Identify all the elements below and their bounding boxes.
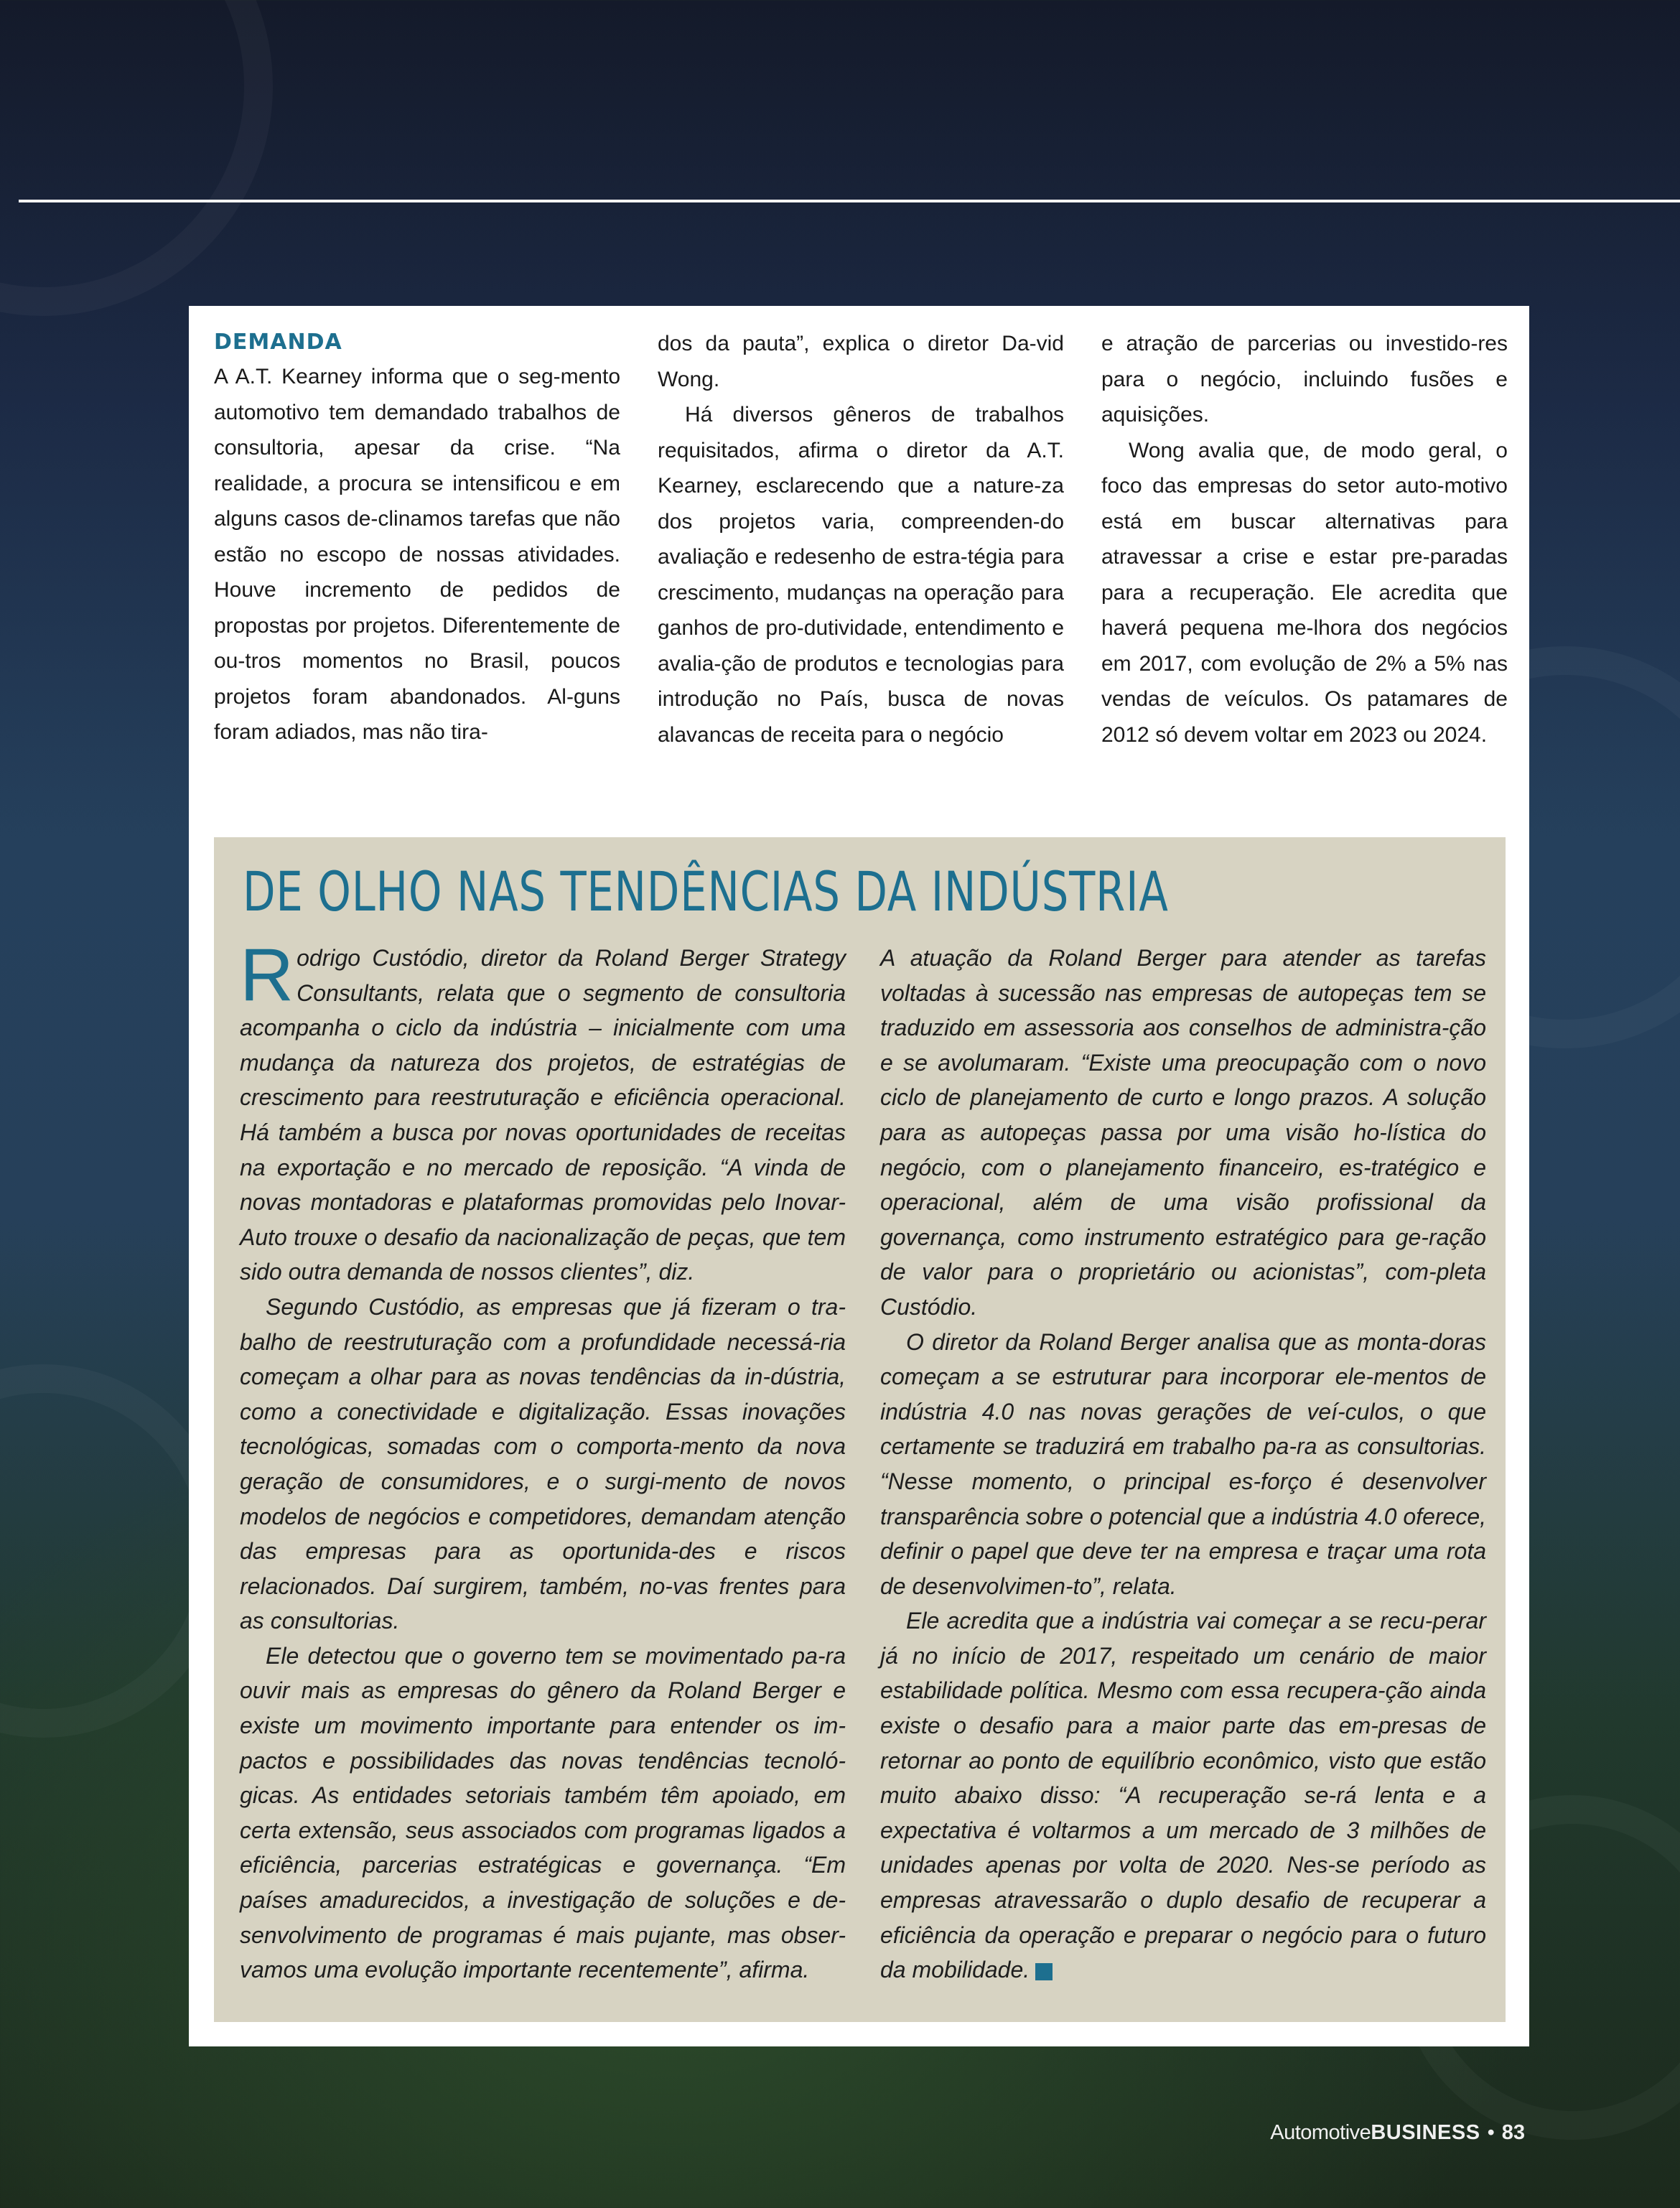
- article-column-3: [1101, 326, 1508, 753]
- paragraph: A A.T. Kearney informa que o seg-mento automotivo tem demandado trabalhos de consultoria, apesar da crise. “Na realidade, a procura se intensificou e em alguns casos de-clinamos tarefas que não estão no escopo de nossas atividades. Houve incremento de pedidos de propostas por projetos. Diferentemente de ou-tros momentos no Brasil, poucos projetos foram abandonados. Al-guns foram adiados, mas não tira-: [214, 365, 620, 744]
- drop-cap: R: [240, 933, 294, 1017]
- paragraph-text: odrigo Custódio, diretor da Roland Berger Strategy Consultants, relata que o segmento de consultoria acompanha o ciclo da indústria – inicialmente com uma mudança da natureza dos projetos, de estratégias de crescimento para reestruturação e eficiência operacional. Há também a busca por novas oportunidades de receitas na exportação e no mercado de reposição. “A vinda de novas montadoras e plataformas promovidas pelo Inovar-Auto trouxe o desafio da nacionalização de peças, que tem sido outra demanda de nossos clientes”, diz.: [240, 945, 846, 1285]
- page-number: 83: [1501, 2121, 1525, 2144]
- article-columns: [214, 326, 1506, 786]
- magazine-brand-light: Automotive: [1270, 2121, 1371, 2144]
- paragraph: O diretor da Roland Berger analisa que as monta-doras começam a se estruturar para incorporar ele-mentos de indústria 4.0 nas novas gerações de veí-culos, o que certamente se traduzirá em trabalho pa-ra as consultorias. “Nesse momento, o principal es-forço é desenvolver transparência sobre o potencial que a indústria 4.0 oferece, definir o papel que deve ter na empresa e traçar uma rota de desenvolvimen-to”, relata.: [880, 1328, 1486, 1599]
- paragraph: [240, 933, 846, 1290]
- background-gear-decoration: [0, 0, 273, 316]
- paragraph-text: Ele acredita que a indústria vai começar a se recu-perar já no início de 2017, respeitado um cenário de maior estabilidade política. Mesmo com essa recupera-ção ainda existe o desafio para a maior parte das em-presas de retornar ao ponto de equilíbrio econômico, visto que estão muito abaixo disso: “A recuperação se-rá lenta e a expectativa é voltarmos a um mercado de 3 milhões de unidades apenas por volta de 2020. Nes-se período as empresas atravessarão o duplo desafio de recuperar a eficiência da operação e preparar o negócio para o futuro da mobilidade.: [880, 1608, 1486, 1983]
- paragraph: Há diversos gêneros de trabalhos requisitados, afirma o diretor da A.T. Kearney, esclarecendo que a nature-za dos projetos varia, compreenden-do avaliação e redesenho de estra-tégia para crescimento, mudanças na operação para ganhos de pro-dutividade, entendimento e avalia-ção de produtos e tecnologias para introdução no País, busca de novas alavancas de receita para o negócio: [658, 403, 1064, 747]
- header-divider-rule: [19, 200, 1680, 202]
- sidebar-box: [214, 837, 1506, 2022]
- footer-separator: •: [1487, 2121, 1495, 2144]
- paragraph: Ele detectou que o governo tem se movimentado pa-ra ouvir mais as empresas do gênero da Roland Berger e existe um movimento importante para entender os im-pactos e possibilidades das novas tendências tecnoló-gicas. As entidades setoriais também têm apoiado, em certa extensão, seus associados com programas ligados a eficiência, parcerias estratégicas e governança. “Em países amadurecidos, a investigação de soluções e de-senvolvimento de programas é mais pujante, mas obser-vamos uma evolução importante recentemente”, afirma.: [240, 1642, 846, 1983]
- paragraph: e atração de parcerias ou investido-res para o negócio, incluindo fusões e aquisições.: [1101, 332, 1508, 427]
- paragraph: A atuação da Roland Berger para atender as tarefas voltadas à sucessão nas empresas de autopeças tem se traduzido em assessoria aos conselhos de administra-ção e se avolumaram. “Existe uma preocupação com o novo ciclo de planejamento de curto e longo prazos. A solução para as autopeças passa por uma visão ho-lística do negócio, com o planejamento financeiro, es-tratégico e operacional, além de uma visão profissional da governança, como instrumento estratégico para ge-ração de valor para o proprietário ou acionistas”, com-pleta Custódio.: [880, 945, 1486, 1320]
- article-column-1: [214, 326, 620, 750]
- paragraph: Wong avalia que, de modo geral, o foco das empresas do setor auto-motivo está em buscar alternativas para atravessar a crise e estar pre-paradas para a recuperação. Ele acredita que haverá pequena me-lhora dos negócios em 2017, com evolução de 2% a 5% nas vendas de veículos. Os patamares de 2012 só devem voltar em 2023 ou 2024.: [1101, 438, 1508, 747]
- end-of-article-icon: [1035, 1963, 1053, 1980]
- article-column-2: [658, 326, 1064, 753]
- paragraph: Segundo Custódio, as empresas que já fizeram o tra-balho de reestruturação com a profundidade necessá-ria começam a olhar para as novas tendências da in-dústria, como a conectividade e digitalização. Essas inovações tecnológicas, somadas com o comporta-mento da nova geração de consumidores, e o surgi-mento de novos modelos de negócios e competidores, demandam atenção das empresas para as oportunida-des e riscos relacionados. Daí surgirem, também, no-vas frentes para as consultorias.: [240, 1293, 846, 1634]
- sidebar-column-1: [240, 933, 846, 1988]
- page-footer: [1270, 2118, 1525, 2147]
- sidebar-title: DE OLHO NAS TENDÊNCIAS DA INDÚSTRIA: [243, 860, 1169, 923]
- magazine-brand-bold: BUSINESS: [1371, 2121, 1480, 2144]
- paragraph: dos da pauta”, explica o diretor Da-vid Wong.: [658, 332, 1064, 391]
- section-heading: DEMANDA: [214, 330, 342, 355]
- paragraph: [880, 1603, 1486, 1988]
- sidebar-column-2: [880, 941, 1486, 1988]
